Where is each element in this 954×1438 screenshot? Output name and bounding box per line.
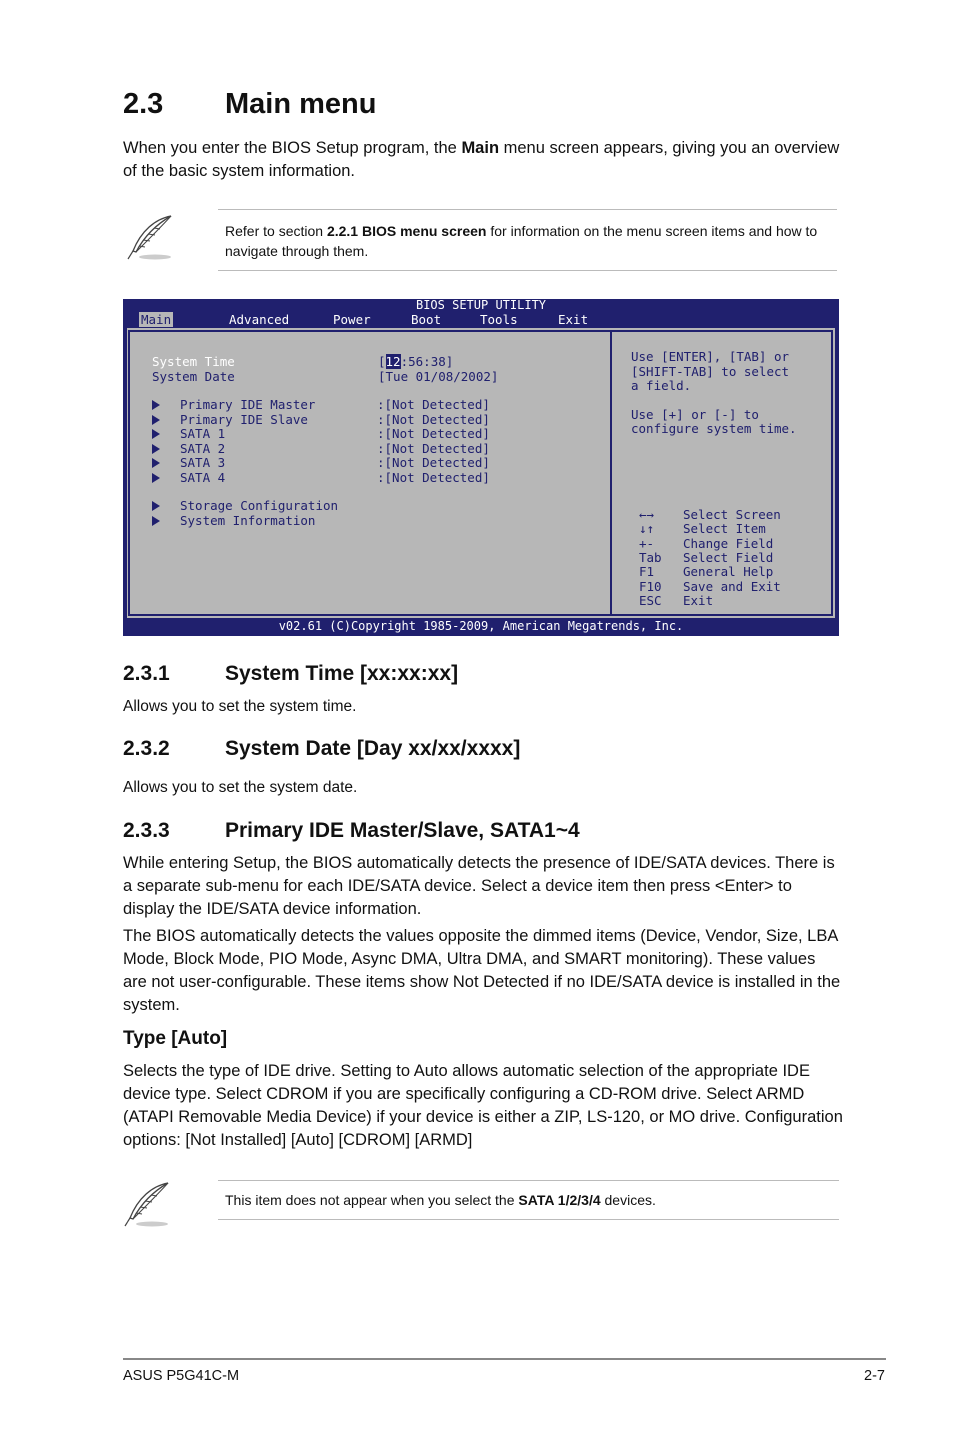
note-text-pre: This item does not appear when you select the [225, 1192, 519, 1208]
intro-bold: Main [461, 139, 500, 157]
submenu-arrow-icon [152, 501, 160, 511]
submenu-arrow-icon [152, 429, 160, 439]
heading-number: 2.3.2 [123, 737, 170, 760]
note-text-post: for information on the menu screen items and how to navigate through them. [225, 223, 818, 259]
system-time-label[interactable]: System Time [152, 354, 235, 369]
submenu-arrow-icon [152, 415, 160, 425]
key-name: F1 [639, 564, 655, 579]
footer-page-number: 2-7 [864, 1368, 885, 1384]
submenu-arrow-icon [152, 400, 160, 410]
note-text-pre: Refer to section [225, 223, 327, 239]
device-item[interactable] [152, 398, 315, 413]
bios-title: BIOS SETUP UTILITY [415, 298, 547, 312]
note-text-bold: SATA 1/2/3/4 [518, 1192, 601, 1208]
key-action: Change Field [683, 536, 774, 551]
heading-system-time [123, 662, 458, 686]
intro-text-1: When you enter the BIOS Setup program, the [123, 139, 462, 157]
device-label: SATA 3 [180, 455, 226, 470]
device-label: SATA 4 [180, 470, 226, 485]
bios-panel [127, 328, 835, 618]
note-text-bold: 2.2.1 BIOS menu screen [326, 223, 487, 239]
note-box [218, 209, 837, 271]
note-text [218, 210, 837, 261]
section-title: Main menu [225, 88, 377, 120]
note-feather-icon [122, 1180, 172, 1228]
device-item[interactable] [152, 413, 308, 428]
device-label: SATA 1 [180, 426, 226, 441]
submenu-arrow-icon [152, 458, 160, 468]
device-value: :[Not Detected] [377, 455, 490, 470]
system-time-rest: :56:38] [400, 354, 454, 369]
system-time-value[interactable] [378, 355, 453, 370]
footer-rule [123, 1358, 886, 1360]
help-text: Use [ENTER], [TAB] or [631, 349, 790, 364]
system-date-description: Allows you to set the system date. [123, 779, 358, 796]
key-up-down-icon: ↓↑ [639, 521, 655, 536]
bios-copyright: v02.61 (C)Copyright 1985-2009, American Megatrends, Inc. [278, 619, 684, 633]
footer-product: ASUS P5G41C-M [123, 1368, 240, 1384]
key-action: Select Field [683, 550, 774, 565]
note-box [218, 1180, 839, 1220]
key-left-right-icon: ←→ [639, 507, 655, 522]
submenu-arrow-icon [152, 444, 160, 454]
heading-number: 2.3.1 [123, 662, 170, 685]
type-auto-description: Selects the type of IDE drive. Setting to Auto allows automatic selection of the appropriate IDE device type. Select CDROM if you are specifically configuring a CD-ROM drive. Select ARMD (ATAPI Removable Media Device) if your device is either a ZIP, LS-120, or MO drive. Configuration options: [Not Installed] [Auto] [CDROM] [ARMD] [123, 1062, 843, 1149]
bios-tab-exit[interactable]: Exit [558, 312, 589, 327]
system-time-hour[interactable]: 12 [385, 354, 401, 369]
device-value: :[Not Detected] [377, 441, 490, 456]
note-feather-icon [125, 213, 175, 261]
submenu-label: Storage Configuration [180, 498, 339, 513]
device-value: :[Not Detected] [377, 426, 490, 441]
heading-text: System Time [xx:xx:xx] [225, 662, 459, 685]
note-text [218, 1181, 839, 1210]
submenu-arrow-icon [152, 516, 160, 526]
device-value: :[Not Detected] [377, 470, 490, 485]
bios-tab-boot[interactable]: Boot [411, 312, 442, 327]
key-action: Save and Exit [683, 579, 781, 594]
bios-tab-advanced[interactable]: Advanced [229, 312, 290, 327]
bios-tab-power[interactable]: Power [333, 312, 371, 327]
device-item[interactable] [152, 427, 225, 442]
note-text-post: devices. [600, 1192, 656, 1208]
heading-system-date [123, 737, 520, 761]
key-action: Select Screen [683, 507, 781, 522]
section-number: 2.3 [123, 88, 164, 120]
page-title [123, 88, 376, 121]
intro-paragraph [123, 137, 843, 183]
key-name: Tab [639, 550, 662, 565]
device-label: Primary IDE Master [180, 397, 316, 412]
intro-text-2: menu screen appears, giving you an overview of the basic system information. [123, 139, 840, 180]
ide-paragraph-1: While entering Setup, the BIOS automatically detects the presence of IDE/SATA devices. There is a separate sub-menu for each IDE/SATA device. Select a device item then press <Enter> to display the IDE/SATA device information. [123, 854, 835, 918]
submenu-arrow-icon [152, 473, 160, 483]
device-label: SATA 2 [180, 441, 226, 456]
heading-text: Primary IDE Master/Slave, SATA1~4 [225, 819, 580, 842]
system-information-item[interactable] [152, 514, 315, 529]
heading-number: 2.3.3 [123, 819, 170, 842]
key-name: F10 [639, 579, 662, 594]
key-action: Exit [683, 593, 714, 608]
ide-paragraph-2: The BIOS automatically detects the values opposite the dimmed items (Device, Vendor, Size, LBA Mode, Block Mode, PIO Mode, Async DMA, Ultra DMA, and SMART monitoring). These values are not user-configurable. These items show Not Detected if no IDE/SATA device is installed in the system. [123, 927, 841, 1014]
help-text: [SHIFT-TAB] to select [631, 364, 790, 379]
key-action: General Help [683, 564, 774, 579]
key-name: ESC [639, 593, 662, 608]
system-date-value[interactable]: [Tue 01/08/2002] [378, 369, 499, 384]
bios-tab-tools[interactable]: Tools [480, 312, 518, 327]
help-text: configure system time. [631, 421, 797, 436]
device-item[interactable] [152, 456, 225, 471]
key-action: Select Item [683, 521, 766, 536]
system-date-label[interactable]: System Date [152, 369, 235, 384]
type-auto-heading: Type [Auto] [123, 1028, 228, 1049]
key-name: +- [639, 536, 655, 551]
bios-tab-main[interactable]: Main [141, 312, 172, 327]
system-time-bracket: [ [378, 354, 386, 369]
heading-text: System Date [Day xx/xx/xxxx] [225, 737, 521, 760]
device-item[interactable] [152, 471, 225, 486]
help-text: a field. [631, 378, 692, 393]
heading-primary-ide [123, 819, 580, 843]
help-text: Use [+] or [-] to [631, 407, 759, 422]
submenu-label: System Information [180, 513, 316, 528]
bios-screenshot [123, 299, 839, 636]
device-value: :[Not Detected] [377, 397, 490, 412]
device-label: Primary IDE Slave [180, 412, 308, 427]
device-value: :[Not Detected] [377, 412, 490, 427]
storage-configuration-item[interactable] [152, 499, 338, 514]
system-time-description: Allows you to set the system time. [123, 698, 357, 715]
